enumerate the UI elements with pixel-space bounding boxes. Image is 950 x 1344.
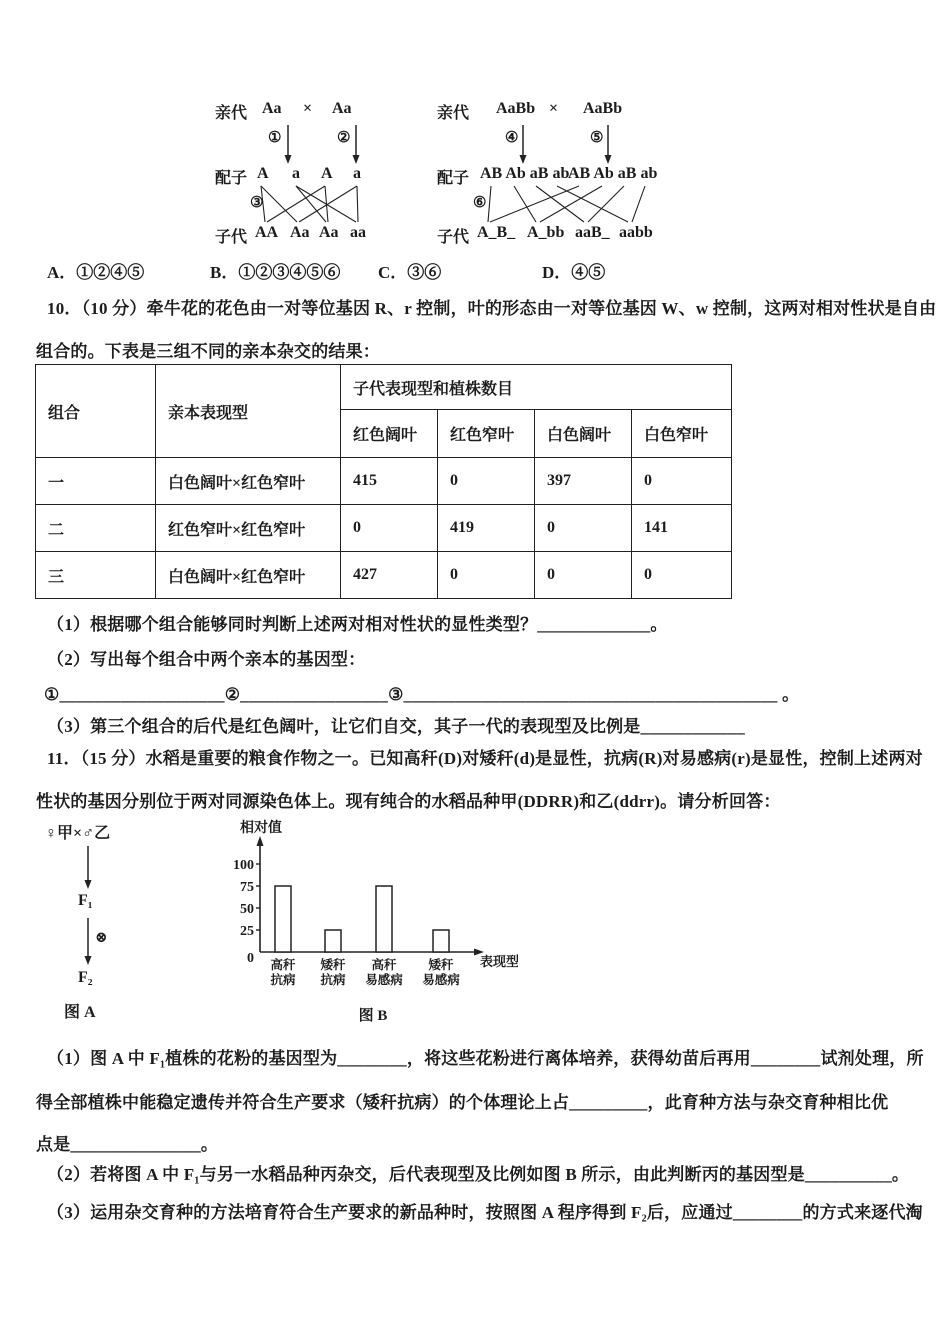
- monohybrid-cross-diagram: [208, 95, 413, 253]
- table-header-combo: 组合: [36, 365, 156, 458]
- question-10-sub-3: （3）第三个组合的后代是红色阔叶，让它们自交，其子一代的表现型及比例是____________: [47, 717, 745, 736]
- table-row: [36, 505, 732, 552]
- gamete: a: [292, 165, 300, 182]
- offspring-genotype: aaB_: [575, 224, 610, 241]
- down-arrow-icon: [85, 918, 92, 965]
- parent-cross-label: ♀甲×♂乙: [45, 825, 111, 842]
- value-cell: 0: [632, 552, 732, 599]
- parent-genotype: Aa: [332, 100, 352, 117]
- down-arrow-icon: [520, 125, 527, 164]
- dihybrid-cross-diagram: [433, 95, 678, 253]
- question-10-table: [35, 364, 732, 599]
- value-cell: 0: [341, 505, 438, 552]
- gamete-group: AB Ab aB ab: [568, 165, 658, 182]
- question-11-sub-2: （2）若将图 A 中 F₁与另一水稻品种丙杂交，后代表现型及比例如图 B 所示，由此判断丙的基因型是__________。: [47, 1165, 910, 1184]
- choice-b: B．①②③④⑤⑥: [210, 263, 341, 282]
- gamete: A: [321, 165, 333, 182]
- step-1-marker: ①: [268, 130, 282, 146]
- offspring-row-label: 子代: [437, 229, 470, 246]
- value-cell: 0: [438, 552, 535, 599]
- svg-text:50: 50: [240, 902, 254, 917]
- step-5-marker: ⑤: [590, 130, 604, 146]
- gamete: A: [257, 165, 269, 182]
- parents-cell: 白色阔叶×红色窄叶: [156, 552, 341, 599]
- figure-b-bar-chart: [228, 818, 518, 1031]
- figure-a-arrows: [45, 818, 195, 1023]
- gamete-row-label: 配子: [215, 170, 248, 187]
- svg-text:相对值: 相对值: [240, 821, 282, 836]
- table-subheader: 红色窄叶: [438, 410, 535, 458]
- value-cell: 0: [438, 458, 535, 505]
- question-10-sub-2: （2）写出每个组合中两个亲本的基因型：: [47, 650, 366, 669]
- svg-text:25: 25: [240, 924, 254, 939]
- table-row: [36, 458, 732, 505]
- table-header-parents: 亲本表现型: [156, 365, 341, 458]
- svg-text:矮秆易感病: 矮秆易感病: [422, 958, 460, 987]
- down-arrow-icon: [605, 125, 612, 164]
- offspring-genotype: AA: [255, 224, 279, 241]
- parents-cell: 白色阔叶×红色窄叶: [156, 458, 341, 505]
- question-11-line-2: 性状的基因分别位于两对同源染色体上。现有纯合的水稻品种甲(DDRR)和乙(ddrr)。请分析回答：: [36, 792, 781, 811]
- combo-cell: 三: [36, 552, 156, 599]
- gamete-group: AB Ab aB ab: [480, 165, 570, 182]
- parents-cell: 红色窄叶×红色窄叶: [156, 505, 341, 552]
- question-11-sub-1-line-1: （1）图 A 中 F₁植株的花粉的基因型为________，将这些花粉进行离体培养，获得幼苗后再用________试剂处理，所: [47, 1049, 924, 1068]
- offspring-genotype: A_B_: [477, 224, 516, 241]
- question-11-sub-3: （3）运用杂交育种的方法培育符合生产要求的新品种时，按照图 A 程序得到 F₂后，应通过________的方式来逐代淘: [47, 1203, 923, 1222]
- question-10-line-2: 组合的。下表是三组不同的亲本杂交的结果：: [36, 342, 380, 361]
- table-header-offspring: 子代表现型和植株数目: [341, 365, 732, 410]
- svg-text:高秆易感病: 高秆易感病: [365, 958, 403, 987]
- table-subheader: 白色窄叶: [632, 410, 732, 458]
- choice-a: A．①②④⑤: [47, 263, 145, 282]
- table-row: [36, 552, 732, 599]
- question-11-line-1: 11．（15 分）水稻是重要的粮食作物之一。已知高秆(D)对矮秆(d)是显性，抗病(R)对易感病(r)是显性，控制上述两对: [47, 749, 923, 768]
- value-cell: 415: [341, 458, 438, 505]
- value-cell: 0: [632, 458, 732, 505]
- choice-d: D．④⑤: [542, 263, 606, 282]
- parent-row-label: 亲代: [437, 105, 470, 122]
- parent-genotype: AaBb: [496, 100, 536, 117]
- self-pollination-icon: ⊗: [95, 930, 108, 946]
- combo-cell: 一: [36, 458, 156, 505]
- step-6-marker: ⑥: [473, 195, 487, 211]
- parent-genotype: AaBb: [583, 100, 623, 117]
- down-arrow-icon: [353, 125, 360, 164]
- table-subheader: 红色阔叶: [341, 410, 438, 458]
- svg-text:75: 75: [240, 880, 254, 895]
- f1-label: F₁: [78, 892, 93, 909]
- svg-text:矮秆抗病: 矮秆抗病: [320, 958, 346, 987]
- down-arrow-icon: [85, 846, 92, 889]
- f2-label: F₂: [78, 969, 93, 986]
- offspring-genotype: A_bb: [527, 224, 565, 241]
- value-cell: 0: [535, 552, 632, 599]
- value-cell: 141: [632, 505, 732, 552]
- step-3-marker: ③: [250, 195, 264, 211]
- question-11-sub-1-line-3: 点是_______________。: [36, 1135, 219, 1154]
- svg-text:图 B: 图 B: [358, 1008, 388, 1024]
- svg-text:表现型: 表现型: [480, 954, 518, 969]
- value-cell: 0: [535, 505, 632, 552]
- offspring-genotype: aa: [350, 224, 366, 241]
- svg-text:0: 0: [247, 951, 254, 966]
- gamete: a: [353, 165, 361, 182]
- down-arrow-icon: [285, 125, 292, 164]
- step-2-marker: ②: [337, 130, 351, 146]
- combo-cell: 二: [36, 505, 156, 552]
- cross-symbol: ×: [303, 100, 313, 117]
- value-cell: 419: [438, 505, 535, 552]
- gamete-combination-lines: [488, 186, 645, 222]
- parent-genotype: Aa: [262, 100, 282, 117]
- cross-symbol: ×: [549, 100, 559, 117]
- step-4-marker: ④: [505, 130, 519, 146]
- table-subheader: 白色阔叶: [535, 410, 632, 458]
- figure-a-breeding-diagram: [45, 818, 195, 1023]
- gamete-row-label: 配子: [437, 170, 470, 187]
- svg-text:100: 100: [233, 858, 254, 873]
- question-10-sub-2-blanks: ①___________________②_________________③___________________________________________ 。: [44, 685, 800, 704]
- question-11-sub-1-line-2: 得全部植株中能稳定遗传并符合生产要求（矮秆抗病）的个体理论上占_________，此育种方法与杂交育种相比优: [36, 1093, 889, 1112]
- value-cell: 397: [535, 458, 632, 505]
- figure-b-chart-svg: [228, 818, 518, 1026]
- choice-c: C．③⑥: [378, 263, 442, 282]
- offspring-genotype: Aa: [290, 224, 310, 241]
- parent-row-label: 亲代: [215, 105, 248, 122]
- svg-text:高秆抗病: 高秆抗病: [270, 958, 296, 987]
- offspring-genotype: aabb: [619, 224, 653, 241]
- question-10-sub-1: （1）根据哪个组合能够同时判断上述两对相对性状的显性类型？_____________。: [47, 615, 668, 634]
- gamete-combination-lines: [261, 186, 358, 222]
- value-cell: 427: [341, 552, 438, 599]
- question-10-line-1: 10．（10 分）牵牛花的花色由一对等位基因 R、r 控制，叶的形态由一对等位基因 W、w 控制，这两对相对性状是自由: [47, 299, 937, 318]
- offspring-row-label: 子代: [215, 229, 248, 246]
- offspring-genotype: Aa: [319, 224, 339, 241]
- figure-a-caption: 图 A: [64, 1004, 96, 1021]
